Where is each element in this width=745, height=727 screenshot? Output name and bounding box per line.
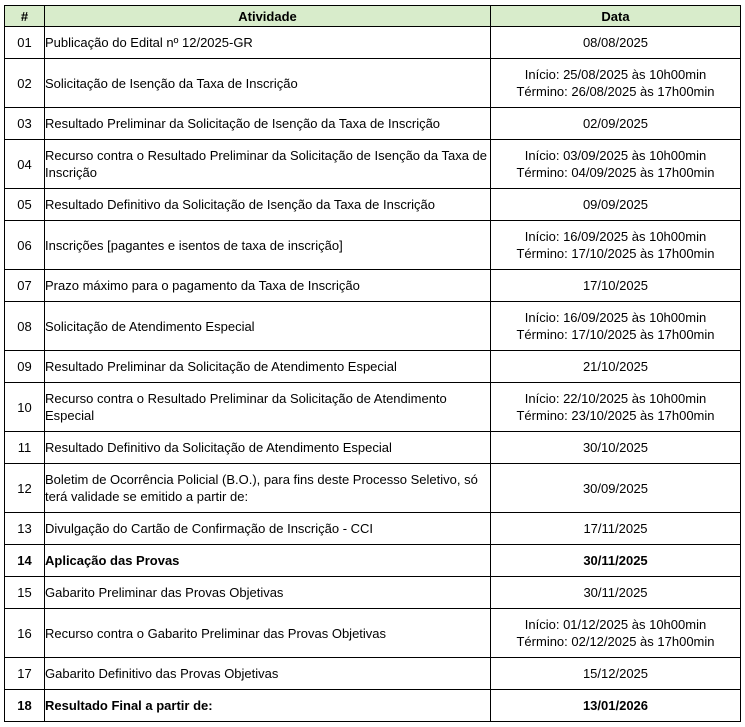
- row-number: 10: [5, 383, 45, 432]
- row-date: [491, 27, 741, 59]
- row-date: [491, 577, 741, 609]
- row-date: [491, 432, 741, 464]
- row-date-line: Início: 01/12/2025 às 10h00min: [524, 617, 707, 632]
- row-date-line: Término: 23/10/2025 às 17h00min: [516, 408, 715, 423]
- table-row: [5, 140, 741, 189]
- row-activity: Solicitação de Isenção da Taxa de Inscrição: [45, 59, 491, 108]
- row-date-line: 13/01/2026: [582, 698, 649, 713]
- header-date: Data: [491, 6, 741, 27]
- row-date-line: Início: 03/09/2025 às 10h00min: [524, 148, 707, 163]
- row-activity: Inscrições [pagantes e isentos de taxa de inscrição]: [45, 221, 491, 270]
- row-date: [491, 658, 741, 690]
- row-activity: Resultado Definitivo da Solicitação de Atendimento Especial: [45, 432, 491, 464]
- table-row: [5, 432, 741, 464]
- table-row: [5, 351, 741, 383]
- row-number: 02: [5, 59, 45, 108]
- header-num: #: [5, 6, 45, 27]
- row-date-line: Término: 17/10/2025 às 17h00min: [516, 246, 715, 261]
- row-date: [491, 108, 741, 140]
- table-row: [5, 513, 741, 545]
- row-date-line: Término: 02/12/2025 às 17h00min: [516, 634, 715, 649]
- row-date: [491, 513, 741, 545]
- table-body: [5, 27, 741, 722]
- row-number: 05: [5, 189, 45, 221]
- table-row: [5, 609, 741, 658]
- row-date-line: Término: 04/09/2025 às 17h00min: [516, 165, 715, 180]
- table-row: [5, 464, 741, 513]
- row-number: 04: [5, 140, 45, 189]
- row-date-line: 30/11/2025: [583, 585, 648, 600]
- row-number: 11: [5, 432, 45, 464]
- row-date-line: Início: 16/09/2025 às 10h00min: [524, 229, 707, 244]
- row-number: 15: [5, 577, 45, 609]
- row-activity: Resultado Final a partir de:: [45, 690, 491, 722]
- row-date-line: 15/12/2025: [582, 666, 649, 681]
- row-date: [491, 189, 741, 221]
- row-date-line: 08/08/2025: [582, 35, 649, 50]
- row-date-line: 30/09/2025: [582, 480, 649, 496]
- row-number: 07: [5, 270, 45, 302]
- table-row: [5, 690, 741, 722]
- table-row: [5, 302, 741, 351]
- row-number: 14: [5, 545, 45, 577]
- header-row: [5, 6, 741, 27]
- row-date-line: Término: 17/10/2025 às 17h00min: [516, 327, 715, 342]
- row-activity: Resultado Preliminar da Solicitação de Atendimento Especial: [45, 351, 491, 383]
- row-date: [491, 302, 741, 351]
- row-number: 08: [5, 302, 45, 351]
- row-activity: Recurso contra o Gabarito Preliminar das Provas Objetivas: [45, 609, 491, 658]
- row-date: [491, 383, 741, 432]
- row-number: 09: [5, 351, 45, 383]
- row-activity: Solicitação de Atendimento Especial: [45, 302, 491, 351]
- table-row: [5, 545, 741, 577]
- row-activity: Recurso contra o Resultado Preliminar da Solicitação de Isenção da Taxa de Inscrição: [45, 140, 491, 189]
- table-row: [5, 108, 741, 140]
- row-activity: Divulgação do Cartão de Confirmação de Inscrição - CCI: [45, 513, 491, 545]
- row-number: 17: [5, 658, 45, 690]
- row-number: 03: [5, 108, 45, 140]
- row-activity: Gabarito Preliminar das Provas Objetivas: [45, 577, 491, 609]
- row-date: [491, 140, 741, 189]
- row-date: [491, 59, 741, 108]
- row-activity: Resultado Definitivo da Solicitação de Isenção da Taxa de Inscrição: [45, 189, 491, 221]
- row-date-line: 17/10/2025: [582, 278, 649, 293]
- row-date: [491, 545, 741, 577]
- table-row: [5, 59, 741, 108]
- row-activity: Publicação do Edital nº 12/2025-GR: [45, 27, 491, 59]
- row-number: 18: [5, 690, 45, 722]
- schedule-table: [4, 5, 741, 722]
- row-date-line: 09/09/2025: [582, 197, 649, 212]
- row-activity: Boletim de Ocorrência Policial (B.O.), para fins deste Processo Seletivo, só terá validade se emitido a partir de:: [45, 464, 491, 513]
- row-date-line: Início: 25/08/2025 às 10h00min: [524, 67, 707, 82]
- header-activity: Atividade: [45, 6, 491, 27]
- table-row: [5, 189, 741, 221]
- row-date-line: 30/10/2025: [582, 440, 649, 455]
- row-number: 16: [5, 609, 45, 658]
- row-date-line: Início: 22/10/2025 às 10h00min: [524, 391, 707, 406]
- row-number: 01: [5, 27, 45, 59]
- row-number: 13: [5, 513, 45, 545]
- row-activity: Prazo máximo para o pagamento da Taxa de Inscrição: [45, 270, 491, 302]
- row-date: [491, 609, 741, 658]
- row-activity: Recurso contra o Resultado Preliminar da Solicitação de Atendimento Especial: [45, 383, 491, 432]
- row-date-line: 02/09/2025: [582, 116, 649, 131]
- row-date-line: Término: 26/08/2025 às 17h00min: [516, 84, 715, 99]
- row-date-line: 21/10/2025: [582, 359, 649, 374]
- table-row: [5, 658, 741, 690]
- row-date-line: 30/11/2025: [583, 553, 648, 568]
- row-activity: Aplicação das Provas: [45, 545, 491, 577]
- row-date: [491, 270, 741, 302]
- table-row: [5, 221, 741, 270]
- table-row: [5, 270, 741, 302]
- row-activity: Resultado Preliminar da Solicitação de Isenção da Taxa de Inscrição: [45, 108, 491, 140]
- table-row: [5, 383, 741, 432]
- table-row: [5, 577, 741, 609]
- row-date-line: 17/11/2025: [583, 521, 648, 536]
- row-activity: Gabarito Definitivo das Provas Objetivas: [45, 658, 491, 690]
- row-date: [491, 221, 741, 270]
- row-date-line: Início: 16/09/2025 às 10h00min: [524, 310, 707, 325]
- row-number: 12: [5, 464, 45, 513]
- row-date: [491, 464, 741, 513]
- row-date: [491, 351, 741, 383]
- table-row: [5, 27, 741, 59]
- row-number: 06: [5, 221, 45, 270]
- row-date: [491, 690, 741, 722]
